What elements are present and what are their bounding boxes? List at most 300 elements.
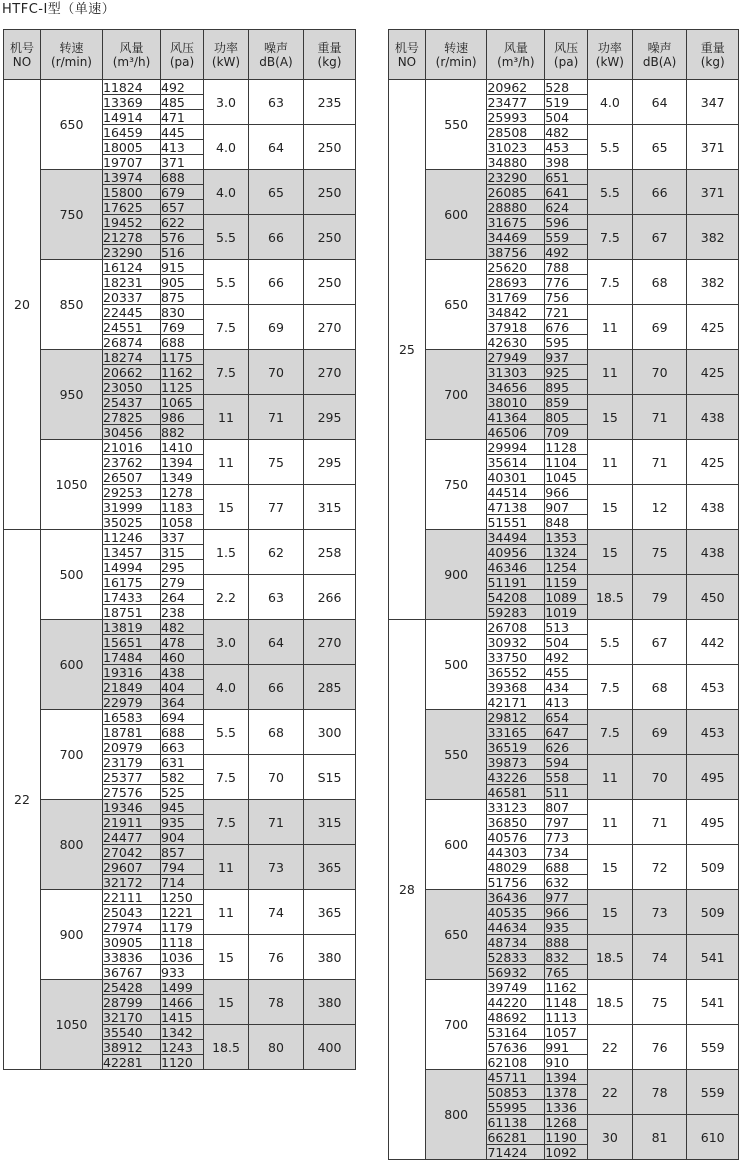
weight-cell: 425: [687, 305, 739, 350]
pressure-cell: 1175: [161, 350, 204, 365]
noise-cell: 78: [632, 1070, 687, 1115]
power-cell: 3.0: [204, 620, 249, 665]
weight-cell: 400: [304, 1025, 356, 1070]
pressure-cell: 1089: [545, 590, 588, 605]
noise-cell: 66: [249, 260, 304, 305]
weight-cell: 380: [304, 980, 356, 1025]
weight-cell: 365: [304, 890, 356, 935]
power-cell: 15: [588, 890, 633, 935]
pressure-cell: 657: [161, 200, 204, 215]
col-header-label: 功率: [597, 40, 622, 55]
col-header-weight: [304, 30, 356, 80]
col-header-label: 风压: [554, 40, 579, 55]
col-header-label: 重量: [317, 40, 342, 55]
speed-cell: 700: [425, 980, 487, 1070]
airflow-cell: 14994: [103, 560, 161, 575]
noise-cell: 74: [632, 935, 687, 980]
airflow-cell: 16124: [103, 260, 161, 275]
pressure-cell: 622: [161, 215, 204, 230]
speed-cell: 900: [41, 890, 103, 980]
airflow-cell: 18005: [103, 140, 161, 155]
weight-cell: 266: [304, 575, 356, 620]
airflow-cell: 26085: [487, 185, 545, 200]
noise-cell: 80: [249, 1025, 304, 1070]
airflow-cell: 28508: [487, 125, 545, 140]
weight-cell: 285: [304, 665, 356, 710]
pressure-cell: 688: [161, 335, 204, 350]
power-cell: 11: [204, 845, 249, 890]
power-cell: 22: [588, 1025, 633, 1070]
pressure-cell: 594: [545, 755, 588, 770]
airflow-cell: 42171: [487, 695, 545, 710]
col-header-noise: [632, 30, 687, 80]
speed-cell: 1050: [41, 440, 103, 530]
weight-cell: 371: [687, 125, 739, 170]
pressure-cell: 504: [545, 110, 588, 125]
pressure-cell: 1162: [161, 365, 204, 380]
airflow-cell: 15800: [103, 185, 161, 200]
airflow-cell: 36436: [487, 890, 545, 905]
noise-cell: 76: [632, 1025, 687, 1070]
col-header-machine-no: [389, 30, 426, 80]
pressure-cell: 734: [545, 845, 588, 860]
pressure-cell: 895: [545, 380, 588, 395]
airflow-cell: 30932: [487, 635, 545, 650]
noise-cell: 12: [632, 485, 687, 530]
pressure-cell: 1125: [161, 380, 204, 395]
noise-cell: 68: [249, 710, 304, 755]
spec-table-left: [3, 29, 356, 1070]
power-cell: 18.5: [588, 575, 633, 620]
airflow-cell: 59283: [487, 605, 545, 620]
pressure-cell: 445: [161, 125, 204, 140]
airflow-cell: 18751: [103, 605, 161, 620]
noise-cell: 64: [249, 620, 304, 665]
pressure-cell: 935: [161, 815, 204, 830]
airflow-cell: 29253: [103, 485, 161, 500]
power-cell: 18.5: [588, 935, 633, 980]
weight-cell: 438: [687, 395, 739, 440]
power-cell: 11: [204, 440, 249, 485]
airflow-cell: 19707: [103, 155, 161, 170]
speed-cell: 800: [41, 800, 103, 890]
pressure-cell: 641: [545, 185, 588, 200]
airflow-cell: 27576: [103, 785, 161, 800]
airflow-cell: 34842: [487, 305, 545, 320]
col-header-unit: NO: [397, 54, 417, 69]
pressure-cell: 991: [545, 1040, 588, 1055]
pressure-cell: 1415: [161, 1010, 204, 1025]
airflow-cell: 44514: [487, 485, 545, 500]
power-cell: 7.5: [204, 350, 249, 395]
airflow-cell: 32170: [103, 1010, 161, 1025]
pressure-cell: 525: [161, 785, 204, 800]
weight-cell: 270: [304, 350, 356, 395]
airflow-cell: 23762: [103, 455, 161, 470]
pressure-cell: 910: [545, 1055, 588, 1070]
pressure-cell: 1179: [161, 920, 204, 935]
airflow-cell: 40956: [487, 545, 545, 560]
airflow-cell: 44634: [487, 920, 545, 935]
airflow-cell: 25377: [103, 770, 161, 785]
table-row: [389, 440, 739, 455]
power-cell: 11: [588, 350, 633, 395]
pressure-cell: 654: [545, 710, 588, 725]
weight-cell: 382: [687, 215, 739, 260]
weight-cell: 541: [687, 980, 739, 1025]
airflow-cell: 38010: [487, 395, 545, 410]
col-header-label: 风量: [503, 40, 528, 55]
col-header-unit: dB(A): [259, 54, 293, 69]
airflow-cell: 27825: [103, 410, 161, 425]
header-row: [389, 30, 739, 80]
airflow-cell: 45711: [487, 1070, 545, 1085]
airflow-cell: 23050: [103, 380, 161, 395]
noise-cell: 68: [632, 665, 687, 710]
noise-cell: 65: [249, 170, 304, 215]
pressure-cell: 709: [545, 425, 588, 440]
airflow-cell: 17484: [103, 650, 161, 665]
noise-cell: 75: [632, 980, 687, 1025]
airflow-cell: 33836: [103, 950, 161, 965]
speed-cell: 950: [41, 350, 103, 440]
airflow-cell: 30456: [103, 425, 161, 440]
col-header-unit: (kW): [211, 54, 241, 69]
pressure-cell: 694: [161, 710, 204, 725]
airflow-cell: 26507: [103, 470, 161, 485]
airflow-cell: 20979: [103, 740, 161, 755]
col-header-label: 风压: [169, 40, 194, 55]
airflow-cell: 18231: [103, 275, 161, 290]
airflow-cell: 17625: [103, 200, 161, 215]
airflow-cell: 31303: [487, 365, 545, 380]
pressure-cell: 504: [545, 635, 588, 650]
pressure-cell: 1268: [545, 1115, 588, 1130]
airflow-cell: 46346: [487, 560, 545, 575]
spec-table-right: [388, 29, 739, 1160]
power-cell: 1.5: [204, 530, 249, 575]
power-cell: 5.5: [204, 215, 249, 260]
airflow-cell: 30905: [103, 935, 161, 950]
airflow-cell: 32172: [103, 875, 161, 890]
table-row: [389, 260, 739, 275]
noise-cell: 70: [632, 755, 687, 800]
speed-cell: 650: [425, 260, 487, 350]
airflow-cell: 37918: [487, 320, 545, 335]
weight-cell: 258: [304, 530, 356, 575]
noise-cell: 71: [632, 395, 687, 440]
power-cell: 7.5: [588, 665, 633, 710]
speed-cell: 850: [41, 260, 103, 350]
weight-cell: 559: [687, 1025, 739, 1070]
airflow-cell: 44220: [487, 995, 545, 1010]
airflow-cell: 22445: [103, 305, 161, 320]
pressure-cell: 805: [545, 410, 588, 425]
weight-cell: 495: [687, 800, 739, 845]
speed-cell: 550: [425, 80, 487, 170]
power-cell: 4.0: [204, 665, 249, 710]
weight-cell: 347: [687, 80, 739, 125]
weight-cell: 425: [687, 350, 739, 395]
weight-cell: 250: [304, 125, 356, 170]
pressure-cell: 455: [545, 665, 588, 680]
pressure-cell: 471: [161, 110, 204, 125]
table-row: [389, 80, 739, 95]
power-cell: 18.5: [204, 1025, 249, 1070]
col-header-label: 机号: [9, 40, 34, 55]
pressure-cell: 776: [545, 275, 588, 290]
airflow-cell: 34880: [487, 155, 545, 170]
pressure-cell: 925: [545, 365, 588, 380]
pressure-cell: 935: [545, 920, 588, 935]
col-header-airflow: [103, 30, 161, 80]
airflow-cell: 53164: [487, 1025, 545, 1040]
pressure-cell: 688: [545, 860, 588, 875]
pressure-cell: 626: [545, 740, 588, 755]
table-row: [389, 350, 739, 365]
pressure-cell: 888: [545, 935, 588, 950]
machine-number: 22: [4, 530, 41, 1070]
pressure-cell: 513: [545, 620, 588, 635]
table-row: [4, 890, 356, 905]
pressure-cell: 1349: [161, 470, 204, 485]
power-cell: 15: [204, 980, 249, 1025]
pressure-cell: 1324: [545, 545, 588, 560]
pressure-cell: 632: [545, 875, 588, 890]
pressure-cell: 1092: [545, 1145, 588, 1160]
airflow-cell: 31023: [487, 140, 545, 155]
airflow-cell: 21278: [103, 230, 161, 245]
pressure-cell: 1183: [161, 500, 204, 515]
noise-cell: 69: [632, 305, 687, 350]
power-cell: 15: [588, 485, 633, 530]
pressure-cell: 364: [161, 695, 204, 710]
machine-number: 25: [389, 80, 426, 620]
pressure-cell: 482: [545, 125, 588, 140]
airflow-cell: 36850: [487, 815, 545, 830]
airflow-cell: 42630: [487, 335, 545, 350]
power-cell: 2.2: [204, 575, 249, 620]
col-header-unit: (kg): [317, 54, 342, 69]
table-row: [4, 800, 356, 815]
pressure-cell: 769: [161, 320, 204, 335]
power-cell: 18.5: [588, 980, 633, 1025]
pressure-cell: 688: [161, 170, 204, 185]
col-header-label: 机号: [394, 40, 419, 55]
power-cell: 15: [588, 530, 633, 575]
airflow-cell: 16175: [103, 575, 161, 590]
pressure-cell: 1162: [545, 980, 588, 995]
weight-cell: 382: [687, 260, 739, 305]
pressure-cell: 1394: [161, 455, 204, 470]
airflow-cell: 22111: [103, 890, 161, 905]
pressure-cell: 986: [161, 410, 204, 425]
pressure-cell: 460: [161, 650, 204, 665]
pressure-cell: 857: [161, 845, 204, 860]
pressure-cell: 830: [161, 305, 204, 320]
weight-cell: 300: [304, 710, 356, 755]
pressure-cell: 721: [545, 305, 588, 320]
airflow-cell: 21016: [103, 440, 161, 455]
power-cell: 11: [588, 440, 633, 485]
pressure-cell: 1278: [161, 485, 204, 500]
noise-cell: 66: [249, 665, 304, 710]
pressure-cell: 576: [161, 230, 204, 245]
airflow-cell: 19452: [103, 215, 161, 230]
table-row: [4, 710, 356, 725]
pressure-cell: 676: [545, 320, 588, 335]
pressure-cell: 398: [545, 155, 588, 170]
airflow-cell: 25437: [103, 395, 161, 410]
weight-cell: 438: [687, 530, 739, 575]
pressure-cell: 1378: [545, 1085, 588, 1100]
pressure-cell: 848: [545, 515, 588, 530]
speed-cell: 900: [425, 530, 487, 620]
col-header-pressure: [161, 30, 204, 80]
airflow-cell: 13369: [103, 95, 161, 110]
pressure-cell: 315: [161, 545, 204, 560]
pressure-cell: 238: [161, 605, 204, 620]
weight-cell: 541: [687, 935, 739, 980]
pressure-cell: 453: [545, 140, 588, 155]
airflow-cell: 36519: [487, 740, 545, 755]
col-header-unit: (pa): [169, 54, 195, 69]
power-cell: 7.5: [204, 305, 249, 350]
power-cell: 7.5: [204, 755, 249, 800]
col-header-label: 转速: [444, 40, 469, 55]
pressure-cell: 1057: [545, 1025, 588, 1040]
pressure-cell: 528: [545, 80, 588, 95]
noise-cell: 74: [249, 890, 304, 935]
noise-cell: 71: [632, 440, 687, 485]
pressure-cell: 966: [545, 905, 588, 920]
noise-cell: 70: [632, 350, 687, 395]
airflow-cell: 20662: [103, 365, 161, 380]
table-row: [389, 980, 739, 995]
weight-cell: 453: [687, 710, 739, 755]
pressure-cell: 907: [545, 500, 588, 515]
airflow-cell: 44303: [487, 845, 545, 860]
speed-cell: 600: [425, 800, 487, 890]
power-cell: 5.5: [204, 260, 249, 305]
noise-cell: 72: [632, 845, 687, 890]
noise-cell: 66: [249, 215, 304, 260]
col-header-label: 重量: [700, 40, 725, 55]
speed-cell: 500: [425, 620, 487, 710]
table-row: [4, 80, 356, 95]
noise-cell: 75: [632, 530, 687, 575]
pressure-cell: 1128: [545, 440, 588, 455]
pressure-cell: 264: [161, 590, 204, 605]
airflow-cell: 25620: [487, 260, 545, 275]
speed-cell: 600: [425, 170, 487, 260]
pressure-cell: 1254: [545, 560, 588, 575]
speed-cell: 650: [41, 80, 103, 170]
power-cell: 30: [588, 1115, 633, 1160]
airflow-cell: 54208: [487, 590, 545, 605]
pressure-cell: 337: [161, 530, 204, 545]
pressure-cell: 882: [161, 425, 204, 440]
airflow-cell: 71424: [487, 1145, 545, 1160]
pressure-cell: 1019: [545, 605, 588, 620]
airflow-cell: 50853: [487, 1085, 545, 1100]
power-cell: 7.5: [588, 710, 633, 755]
noise-cell: 75: [249, 440, 304, 485]
power-cell: 11: [204, 890, 249, 935]
pressure-cell: 559: [545, 230, 588, 245]
power-cell: 11: [588, 755, 633, 800]
airflow-cell: 13819: [103, 620, 161, 635]
power-cell: 11: [588, 305, 633, 350]
pressure-cell: 859: [545, 395, 588, 410]
airflow-cell: 46581: [487, 785, 545, 800]
pressure-cell: 582: [161, 770, 204, 785]
airflow-cell: 36767: [103, 965, 161, 980]
airflow-cell: 14914: [103, 110, 161, 125]
weight-cell: 315: [304, 485, 356, 530]
airflow-cell: 36552: [487, 665, 545, 680]
airflow-cell: 55995: [487, 1100, 545, 1115]
table-row: [4, 350, 356, 365]
speed-cell: 550: [425, 710, 487, 800]
airflow-cell: 43226: [487, 770, 545, 785]
pressure-cell: 482: [161, 620, 204, 635]
noise-cell: 77: [249, 485, 304, 530]
airflow-cell: 40535: [487, 905, 545, 920]
weight-cell: 453: [687, 665, 739, 710]
airflow-cell: 23477: [487, 95, 545, 110]
airflow-cell: 11246: [103, 530, 161, 545]
table-row: [4, 980, 356, 995]
airflow-cell: 29607: [103, 860, 161, 875]
pressure-cell: 1120: [161, 1055, 204, 1070]
col-header-speed: [425, 30, 487, 80]
airflow-cell: 56932: [487, 965, 545, 980]
airflow-cell: 31769: [487, 290, 545, 305]
col-header-label: 转速: [59, 40, 84, 55]
pressure-cell: 558: [545, 770, 588, 785]
weight-cell: 559: [687, 1070, 739, 1115]
pressure-cell: 478: [161, 635, 204, 650]
pressure-cell: 279: [161, 575, 204, 590]
weight-cell: 365: [304, 845, 356, 890]
airflow-cell: 35614: [487, 455, 545, 470]
pressure-cell: 756: [545, 290, 588, 305]
pressure-cell: 647: [545, 725, 588, 740]
airflow-cell: 41364: [487, 410, 545, 425]
airflow-cell: 16459: [103, 125, 161, 140]
weight-cell: 235: [304, 80, 356, 125]
page-title: HTFC-I型（单速）: [2, 2, 116, 17]
pressure-cell: 1250: [161, 890, 204, 905]
airflow-cell: 23179: [103, 755, 161, 770]
col-header-unit: (kg): [700, 54, 725, 69]
weight-cell: 250: [304, 170, 356, 215]
pressure-cell: 966: [545, 485, 588, 500]
pressure-cell: 977: [545, 890, 588, 905]
airflow-cell: 42281: [103, 1055, 161, 1070]
pressure-cell: 1499: [161, 980, 204, 995]
airflow-cell: 40576: [487, 830, 545, 845]
col-header-unit: (r/min): [435, 54, 477, 69]
airflow-cell: 29812: [487, 710, 545, 725]
table-row: [389, 890, 739, 905]
power-cell: 4.0: [204, 125, 249, 170]
airflow-cell: 51551: [487, 515, 545, 530]
noise-cell: 71: [632, 800, 687, 845]
airflow-cell: 52833: [487, 950, 545, 965]
pressure-cell: 875: [161, 290, 204, 305]
